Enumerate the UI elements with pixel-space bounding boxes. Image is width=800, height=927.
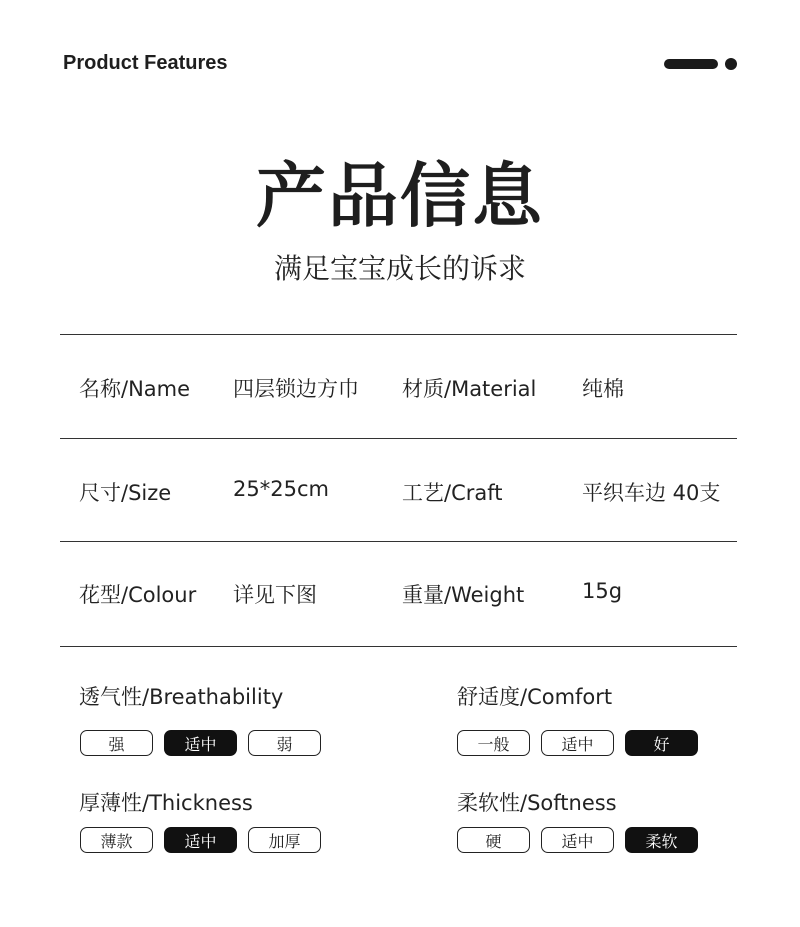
- spec-value: 25*25cm: [233, 477, 329, 501]
- spec-label: 花型/Colour: [79, 583, 197, 607]
- attribute-title-thickness: 厚薄性/Thickness: [79, 791, 253, 815]
- decorative-dot: [725, 58, 737, 70]
- option-pill[interactable]: 硬: [457, 827, 530, 853]
- table-rule: [60, 541, 737, 542]
- option-group-comfort: [457, 730, 698, 756]
- option-pill[interactable]: 适中: [164, 730, 237, 756]
- spec-value: 纯棉: [582, 377, 624, 401]
- option-pill[interactable]: 适中: [541, 827, 614, 853]
- table-rule: [60, 334, 737, 335]
- attribute-title-breathability: 透气性/Breathability: [79, 685, 284, 709]
- table-rule: [60, 646, 737, 647]
- option-pill[interactable]: 强: [80, 730, 153, 756]
- spec-label: 重量/Weight: [402, 583, 525, 607]
- option-group-softness: [457, 827, 698, 853]
- attribute-title-comfort: 舒适度/Comfort: [457, 685, 613, 709]
- option-group-breathability: [80, 730, 321, 756]
- option-pill[interactable]: 好: [625, 730, 698, 756]
- option-pill[interactable]: 柔软: [625, 827, 698, 853]
- spec-value: 15g: [582, 579, 623, 603]
- option-pill[interactable]: 薄款: [80, 827, 153, 853]
- decorative-bar: [664, 59, 718, 69]
- spec-value: 平织车边 40支: [582, 481, 721, 505]
- spec-value: 四层锁边方巾: [233, 377, 359, 401]
- spec-label: 材质/Material: [402, 377, 537, 401]
- attribute-title-softness: 柔软性/Softness: [457, 791, 617, 815]
- option-pill[interactable]: 适中: [541, 730, 614, 756]
- option-pill[interactable]: 适中: [164, 827, 237, 853]
- option-group-thickness: [80, 827, 321, 853]
- header-label: Product Features: [63, 52, 228, 74]
- spec-label: 名称/Name: [79, 377, 191, 401]
- option-pill[interactable]: 弱: [248, 730, 321, 756]
- spec-label: 尺寸/Size: [79, 481, 172, 505]
- page-title: 产品信息: [256, 155, 544, 237]
- option-pill[interactable]: 一般: [457, 730, 530, 756]
- option-pill[interactable]: 加厚: [248, 827, 321, 853]
- table-rule: [60, 438, 737, 439]
- spec-label: 工艺/Craft: [402, 481, 503, 505]
- spec-value: 详见下图: [233, 583, 317, 607]
- page-subtitle: 满足宝宝成长的诉求: [273, 252, 526, 285]
